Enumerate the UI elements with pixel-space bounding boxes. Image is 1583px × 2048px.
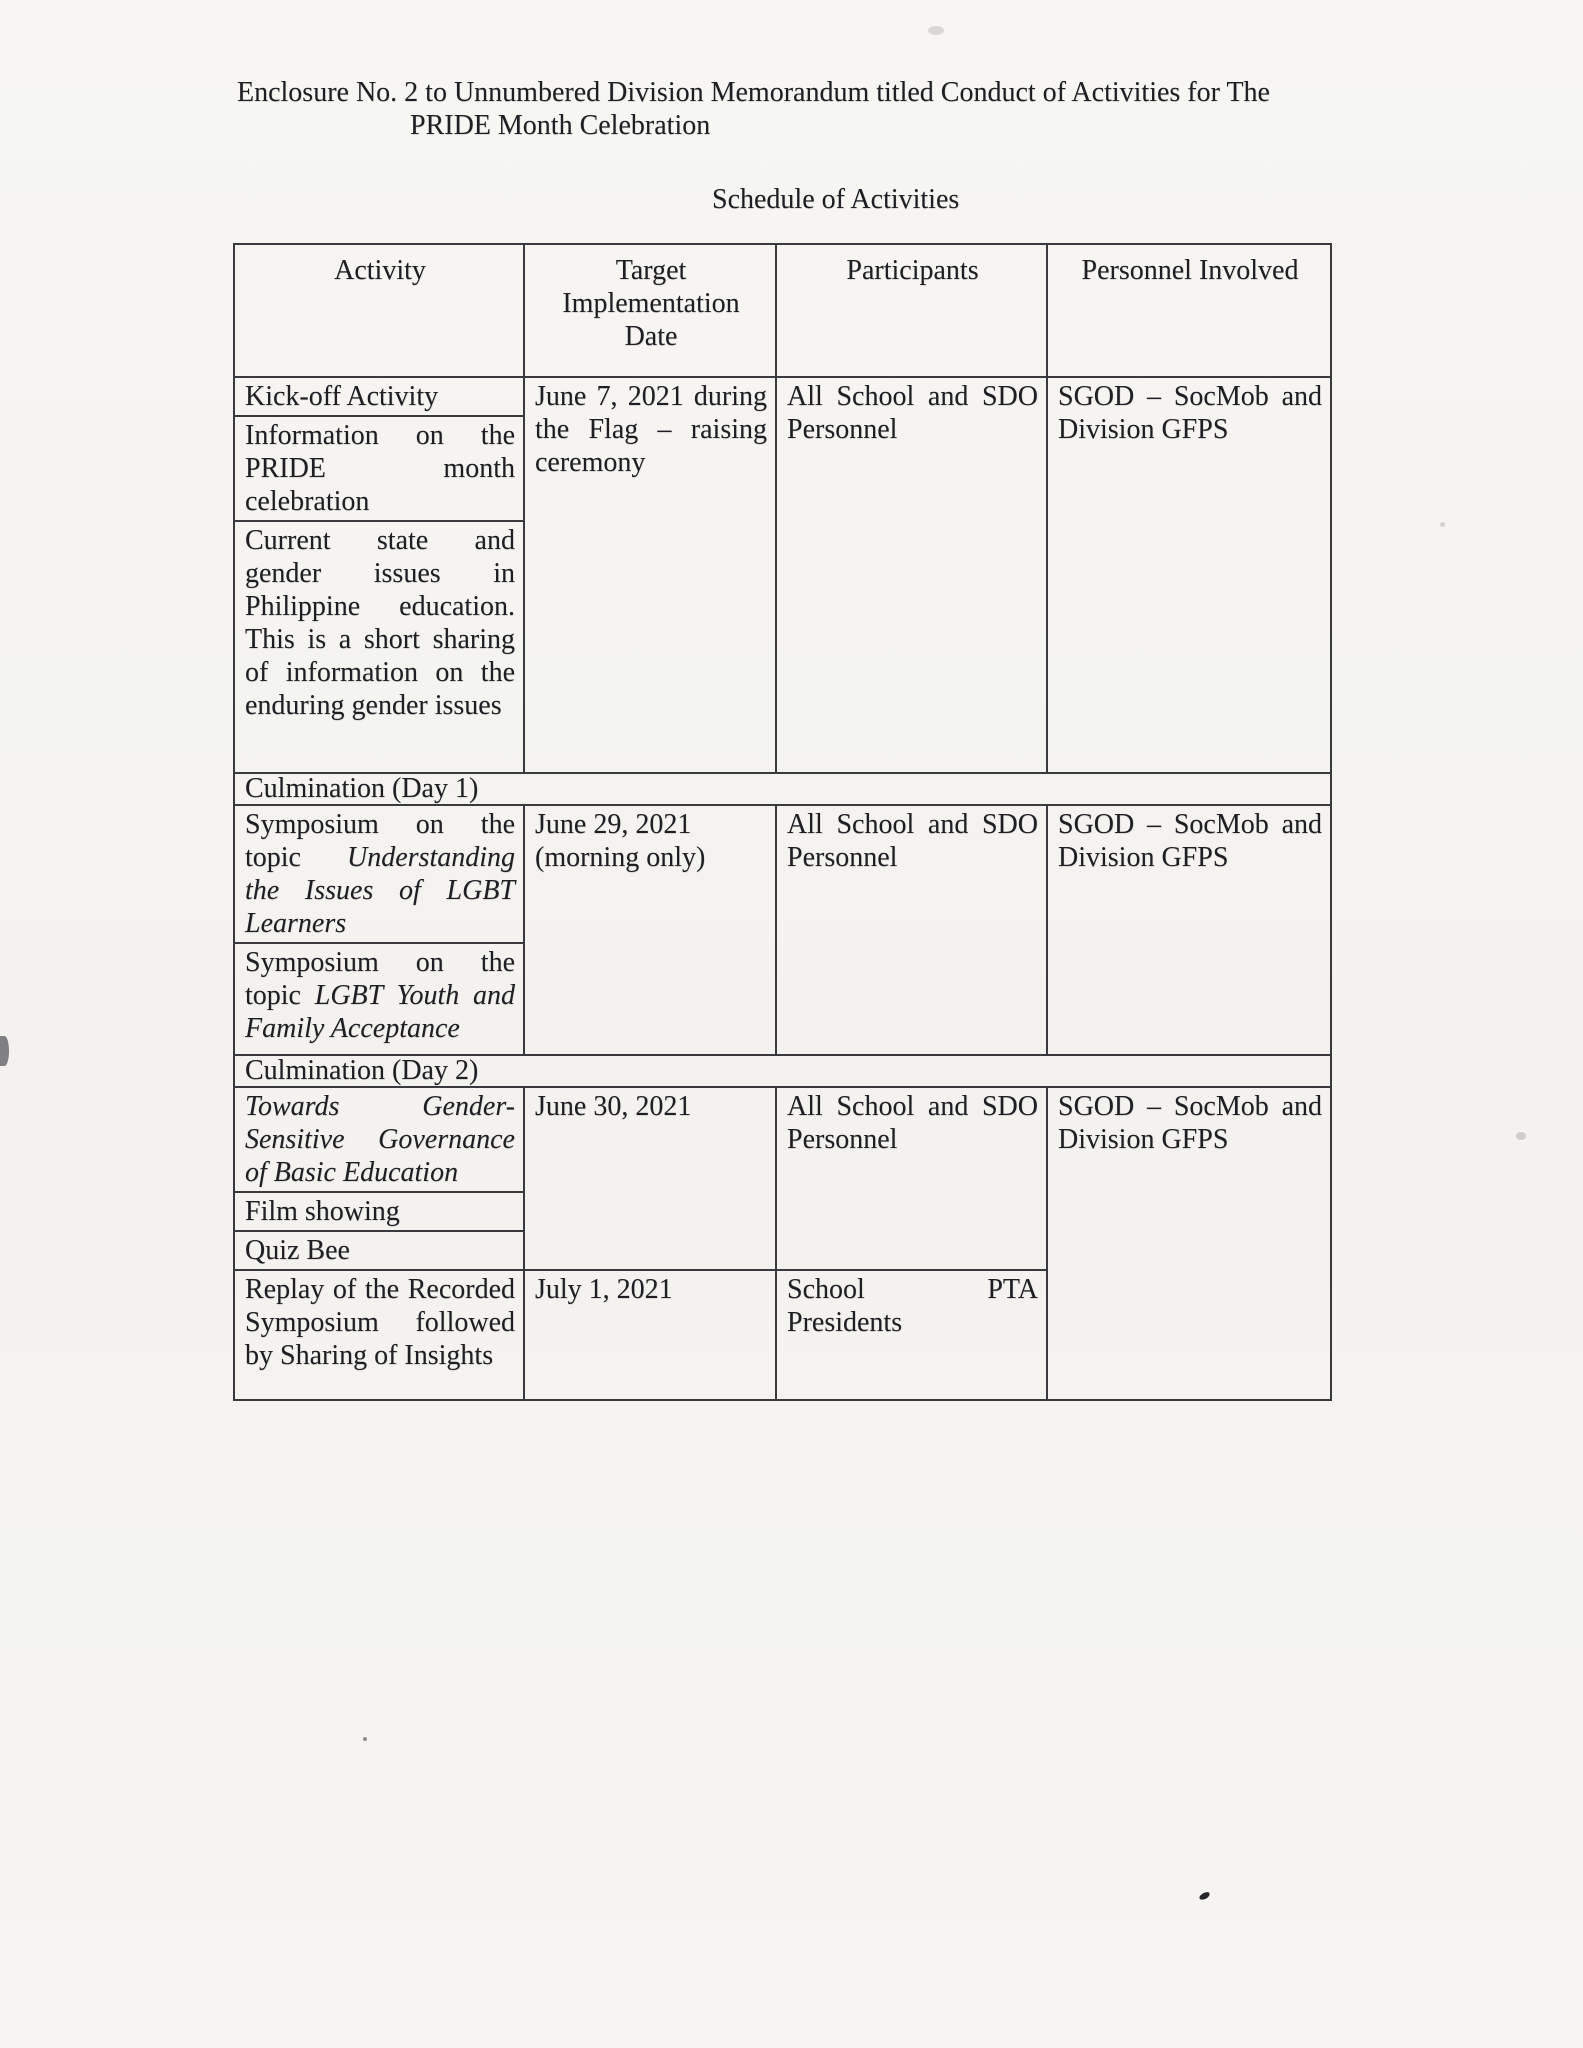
header-personnel-involved: Personnel Involved bbox=[1047, 244, 1331, 377]
cell-activity-kickoff: Kick-off Activity bbox=[234, 377, 524, 416]
section-row-culmination-day1 bbox=[234, 773, 1331, 805]
cell-activity-symposium2 bbox=[234, 943, 524, 1055]
scan-speck bbox=[363, 1737, 367, 1741]
cell-participants-day1: All School and SDO Personnel bbox=[776, 805, 1047, 1055]
schedule-title: Schedule of Activities bbox=[712, 184, 960, 215]
cell-activity-information: Information on the PRIDE month celebration bbox=[234, 416, 524, 521]
scan-speck bbox=[928, 26, 944, 35]
cell-activity-quiz-bee: Quiz Bee bbox=[234, 1231, 524, 1270]
table-row bbox=[234, 377, 1331, 416]
table-row bbox=[234, 1087, 1331, 1192]
cell-activity-replay: Replay of the Recorded Symposium followed by Sharing of Insights bbox=[234, 1270, 524, 1400]
symposium2-topic-title: LGBT Youth and Family Acceptance bbox=[245, 980, 515, 1044]
table-row bbox=[234, 805, 1331, 943]
symposium1-topic-title: Understanding the Issues of LGBT Learners bbox=[245, 842, 515, 939]
cell-participants-june30: All School and SDO Personnel bbox=[776, 1087, 1047, 1270]
cell-date-day1: June 29, 2021 (morning only) bbox=[524, 805, 776, 1055]
towards-governance-title: Towards Gender-Sensitive Governance of Basic Education bbox=[245, 1091, 515, 1188]
cell-personnel-kickoff: SGOD – SocMob and Division GFPS bbox=[1047, 377, 1331, 773]
cell-personnel-day2: SGOD – SocMob and Division GFPS bbox=[1047, 1087, 1331, 1400]
cell-participants-kickoff: All School and SDO Personnel bbox=[776, 377, 1047, 773]
table-header-row bbox=[234, 244, 1331, 377]
scan-speck bbox=[1516, 1132, 1526, 1140]
scan-speck bbox=[1198, 1891, 1210, 1901]
cell-activity-current-state: Current state and gender issues in Philippine education. This is a short sharing of information on the enduring gender issues bbox=[234, 521, 524, 773]
enclosure-title-line2: PRIDE Month Celebration bbox=[410, 110, 711, 141]
cell-activity-film-showing: Film showing bbox=[234, 1192, 524, 1231]
cell-activity-towards-governance bbox=[234, 1087, 524, 1192]
cell-participants-july1: School PTA Presidents bbox=[776, 1270, 1047, 1400]
cell-date-july1: July 1, 2021 bbox=[524, 1270, 776, 1400]
section-row-culmination-day2 bbox=[234, 1055, 1331, 1087]
header-participants: Participants bbox=[776, 244, 1047, 377]
enclosure-title-line1: Enclosure No. 2 to Unnumbered Division Memorandum titled Conduct of Activities for The bbox=[237, 77, 1270, 108]
scan-speck bbox=[1440, 522, 1445, 527]
cell-activity-symposium1 bbox=[234, 805, 524, 943]
symposium2-prefix: Symposium on the topic bbox=[245, 947, 515, 1011]
header-target-implementation-date: Target Implementation Date bbox=[524, 244, 776, 377]
cell-culmination-day2: Culmination (Day 2) bbox=[234, 1055, 1331, 1087]
symposium1-prefix: Symposium on the topic bbox=[245, 809, 515, 873]
cell-date-kickoff: June 7, 2021 during the Flag – raising ceremony bbox=[524, 377, 776, 773]
schedule-of-activities-table bbox=[233, 243, 1332, 1401]
cell-date-june30: June 30, 2021 bbox=[524, 1087, 776, 1270]
scan-speck bbox=[0, 1036, 9, 1066]
header-activity: Activity bbox=[234, 244, 524, 377]
cell-personnel-day1: SGOD – SocMob and Division GFPS bbox=[1047, 805, 1331, 1055]
cell-culmination-day1: Culmination (Day 1) bbox=[234, 773, 1331, 805]
